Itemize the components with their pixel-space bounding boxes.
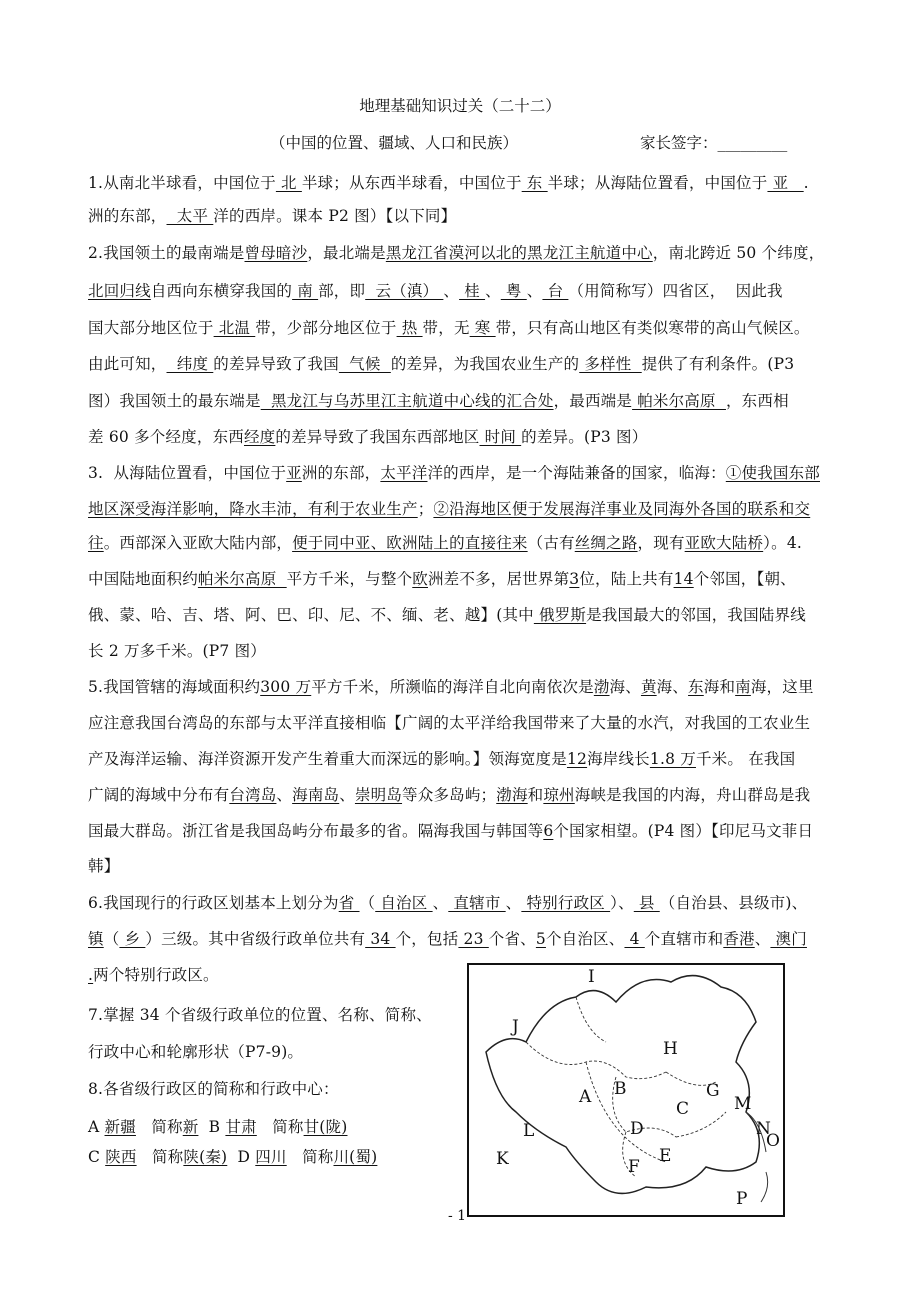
answer-blank: 太平: [166, 207, 214, 225]
text-segment: （: [359, 894, 376, 912]
text-line: [88, 854, 119, 876]
answer-blank: 帕米尔高原: [632, 392, 726, 410]
answer-blank: 丝绸之路: [574, 534, 638, 552]
text-segment: 个邻国，【朝、: [693, 570, 796, 588]
text-segment: 3. 从海陆位置看，中国位于: [88, 464, 287, 482]
text-line: [88, 567, 796, 589]
answer-blank: 台湾岛: [229, 786, 277, 804]
text-segment: 6.我国现行的行政区划基本上划分为: [88, 894, 339, 912]
page-subtitle: （中国的位置、疆域、人口和民族）: [270, 134, 519, 152]
text-line: [88, 389, 789, 411]
text-segment: 、: [339, 786, 355, 804]
answer-blank: 崇明岛: [354, 786, 403, 804]
answer-blank: 甘(陇): [303, 1118, 348, 1136]
china-province-map: [466, 962, 786, 1218]
answer-blank: 亚欧大陆桥: [684, 534, 764, 552]
text-segment: 个自治区、: [545, 930, 625, 948]
answer-blank: 23: [458, 930, 489, 948]
text-segment: 和: [527, 786, 544, 804]
map-label-f: F: [628, 1157, 640, 1177]
answer-blank: 香港: [723, 930, 755, 948]
map-label-i: I: [588, 967, 595, 987]
answer-blank: 川(蜀): [333, 1148, 378, 1166]
map-label-l: L: [523, 1121, 535, 1141]
answer-blank: 便于同中亚、欧洲陆上的直接往来: [292, 534, 528, 552]
text-segment: 海、: [656, 678, 689, 696]
text-line: [88, 241, 824, 263]
text-segment: ）三级。其中省级行政单位共有: [145, 930, 366, 948]
text-segment: 、: [485, 282, 501, 300]
text-segment: 带，少部分地区位于: [255, 319, 397, 337]
text-segment: 韩】: [88, 857, 120, 875]
text-segment: 位，陆上共有: [579, 570, 674, 588]
text-segment: 海峡是我国的内海，舟山群岛是我: [574, 786, 811, 804]
text-segment: 洲的东部，: [301, 464, 381, 482]
text-segment: 长 2 万多千米。(P7 图）: [88, 642, 266, 660]
text-line: [88, 461, 820, 483]
answer-blank: 渤: [593, 678, 610, 696]
text-segment: 半球；从海陆位置看，中国位于: [547, 174, 768, 192]
text-segment: 提供了有利条件。(P3: [641, 355, 795, 373]
answer-blank: 黑龙江省漠河以北的黑龙江主航道中心: [385, 244, 653, 262]
text-line: [88, 1145, 377, 1167]
page-number: - 1: [448, 1208, 467, 1224]
text-segment: 国最大群岛。浙江省是我国岛屿分布最多的省。隔海我国与韩国等: [88, 822, 544, 840]
signature-blank: _________: [717, 134, 788, 152]
text-segment: 、: [443, 282, 460, 300]
map-label-p: P: [736, 1189, 748, 1209]
text-segment: 应注意我国台湾岛的东部与太平洋直接相临【广阔的太平洋给我国带来了大量的水汽，对我国的工农业生: [88, 714, 811, 732]
answer-blank: 寒: [469, 319, 496, 337]
answer-blank: 5: [535, 930, 546, 948]
text-line: [88, 171, 809, 193]
answer-blank: 34: [365, 930, 396, 948]
answer-blank: 300 万: [260, 678, 312, 696]
text-line: [88, 425, 647, 447]
text-segment: 行政中心和轮廓形状（P7-9)。: [88, 1043, 304, 1061]
text-segment: 简称: [135, 1118, 183, 1136]
text-line: [88, 675, 814, 697]
map-label-c: C: [676, 1099, 690, 1119]
answer-blank: 6: [543, 822, 554, 840]
map-label-k: K: [496, 1149, 509, 1169]
answer-blank: 桂: [459, 282, 486, 300]
text-segment: 洋的西岸。课本 P2 图）【以下同】: [213, 207, 457, 225]
text-segment: 半球；从东西半球看，中国位于: [301, 174, 522, 192]
text-segment: 海，这里: [750, 678, 814, 696]
text-segment: 的差异，为我国农业生产的: [390, 355, 580, 373]
text-segment: A: [88, 1118, 105, 1136]
answer-blank: 琼州: [543, 786, 575, 804]
text-segment: 洲的东部，: [88, 207, 167, 225]
answer-blank: 新: [182, 1118, 199, 1136]
text-line: [88, 1115, 348, 1137]
text-segment: 广阔的海域中分布有: [88, 786, 230, 804]
text-segment: 个，包括: [395, 930, 459, 948]
text-line: [88, 1003, 432, 1025]
text-segment: 。西部深入亚欧大陆内部，: [103, 534, 293, 552]
text-segment: 俄、蒙、哈、吉、塔、阿、巴、印、尼、不、缅、老、越】(其中: [88, 606, 534, 624]
answer-blank: 陕西: [105, 1148, 137, 1166]
text-line: [88, 639, 266, 661]
text-segment: 2.我国领土的最南端是: [88, 244, 245, 262]
map-label-d: D: [630, 1119, 644, 1139]
text-segment: 由此可知，: [88, 355, 167, 373]
text-segment: 5.我国管辖的海域面积约: [88, 678, 261, 696]
answer-blank: 粤: [500, 282, 527, 300]
text-line: [88, 316, 810, 338]
text-line: [88, 279, 783, 301]
answer-blank: 直辖市: [448, 894, 506, 912]
text-segment: 简称: [136, 1148, 184, 1166]
answer-blank: 东: [688, 678, 704, 696]
text-segment: 个直辖市和: [644, 930, 724, 948]
text-segment: 千米。 在我国: [695, 750, 796, 768]
answer-blank: 欧: [412, 570, 428, 588]
answer-blank: 气候: [338, 355, 391, 373]
answer-blank: 亚: [286, 464, 302, 482]
answer-blank: 澳门: [770, 930, 807, 948]
answer-blank: 南: [292, 282, 319, 300]
text-segment: 个省、: [488, 930, 536, 948]
text-segment: ，现有: [637, 534, 685, 552]
answer-blank: 亚: [767, 174, 804, 192]
text-segment: 、: [432, 894, 449, 912]
answer-blank: 自治区: [375, 894, 433, 912]
text-segment: B: [198, 1118, 226, 1136]
text-line: [88, 891, 807, 913]
answer-blank: 南: [735, 678, 751, 696]
map-label-g: G: [706, 1081, 720, 1101]
text-segment: 部，即: [318, 282, 366, 300]
answer-blank: 时间: [479, 428, 522, 446]
answer-blank: 地区深受海洋影响，降水丰沛，有利于农业生产: [88, 500, 418, 518]
map-label-a: A: [579, 1087, 592, 1107]
text-segment: 8.各省级行政区的简称和行政中心：: [88, 1080, 339, 1098]
text-line: [88, 963, 219, 985]
answer-blank: 帕米尔高原: [197, 570, 287, 588]
text-segment: 是我国最大的邻国，我国陆界线: [586, 606, 806, 624]
text-segment: C: [88, 1148, 106, 1166]
text-line: [88, 204, 456, 226]
answer-blank: 海南岛: [292, 786, 340, 804]
text-line: [88, 352, 794, 374]
text-segment: 海、: [609, 678, 641, 696]
text-segment: ）、: [610, 894, 634, 912]
text-line: [88, 747, 795, 769]
text-segment: ）。4.: [763, 534, 803, 552]
answer-blank: 北: [275, 174, 302, 192]
answer-blank: 新疆: [104, 1118, 136, 1136]
answer-blank: 甘肃: [225, 1118, 257, 1136]
text-segment: 洋的西岸，是一个海陆兼备的国家，临海：: [427, 464, 726, 482]
text-segment: 海岸线长: [587, 750, 650, 768]
answer-blank: 北回归线: [88, 282, 151, 300]
answer-blank: 3: [569, 570, 580, 588]
text-segment: ，最北端是: [307, 244, 386, 262]
answer-blank: ①使我国东部: [725, 464, 820, 482]
text-segment: 等众多岛屿；: [402, 786, 497, 804]
answer-blank: 四川: [255, 1148, 287, 1166]
text-segment: 自西向东横穿我国的: [150, 282, 293, 300]
text-segment: 7.掌握 34 个省级行政单位的位置、名称、简称、: [88, 1006, 432, 1024]
text-segment: 差 60 多个经度，东西: [88, 428, 244, 446]
answer-blank: 多样性: [579, 355, 642, 373]
answer-blank: .: [88, 966, 94, 984]
answer-blank: 俄罗斯: [533, 606, 587, 624]
parent-signature: [640, 131, 787, 153]
text-segment: （: [103, 930, 120, 948]
text-segment: 、: [754, 930, 771, 948]
answer-blank: 12: [566, 750, 588, 768]
text-segment: 的差异。(P3 图）: [521, 428, 648, 446]
map-label-m: M: [734, 1094, 752, 1114]
text-segment: 的差异导致了我国: [213, 355, 339, 373]
text-segment: 带，只有高山地区有类似寒带的高山气候区。: [495, 319, 810, 337]
text-segment: .: [803, 174, 809, 192]
answer-blank: 曾母暗沙: [244, 244, 308, 262]
answer-blank: 台: [542, 282, 569, 300]
answer-blank: 黄: [640, 678, 657, 696]
text-segment: 1.从南北半球看，中国位于: [88, 174, 276, 192]
text-line: [88, 497, 810, 519]
answer-blank: 热: [396, 319, 423, 337]
text-segment: 平方千米，所濒临的海洋自北向南依次是: [311, 678, 594, 696]
text-segment: 的差异导致了我国东西部地区: [275, 428, 480, 446]
text-line: [88, 531, 802, 553]
text-segment: 简称: [286, 1148, 334, 1166]
text-segment: 国大部分地区位于: [88, 319, 214, 337]
text-segment: （用简称写）四省区， 因此我: [568, 282, 783, 300]
map-label-j: J: [512, 1017, 519, 1037]
answer-blank: 省: [338, 894, 360, 912]
text-segment: ，东西相: [725, 392, 789, 410]
text-segment: D: [227, 1148, 256, 1166]
text-segment: 带，无: [422, 319, 470, 337]
text-segment: 、: [505, 894, 522, 912]
signature-label: 家长签字：: [640, 134, 718, 152]
text-segment: （古有: [527, 534, 575, 552]
text-segment: ，南北跨近 50 个纬度，: [652, 244, 825, 262]
answer-blank: 4: [624, 930, 645, 948]
map-label-e: E: [659, 1146, 672, 1166]
text-segment: 两个特别行政区。: [93, 966, 219, 984]
answer-blank: 14: [673, 570, 694, 588]
answer-blank: 云（滇）: [365, 282, 444, 300]
text-line: [88, 927, 807, 949]
text-line: [88, 711, 810, 733]
text-segment: 、: [526, 282, 543, 300]
text-segment: 洲差不多，居世界第: [427, 570, 570, 588]
page-title: 地理基础知识过关（二十二）: [359, 97, 561, 115]
text-segment: 平方千米，与整个: [286, 570, 413, 588]
answer-blank: ②沿海地区便于发展海洋事业及同海外各国的联系和交: [433, 500, 811, 518]
answer-blank: 黑龙江与乌苏里江主航道中心线的汇合处: [260, 392, 554, 410]
text-line: [88, 603, 806, 625]
answer-blank: 1.8 万: [649, 750, 696, 768]
answer-blank: 陕(秦): [183, 1148, 228, 1166]
text-line: [88, 819, 813, 841]
text-segment: 产及海洋运输、海洋资源开发产生着重大而深远的影响。】领海宽度是: [88, 750, 567, 768]
map-label-h: H: [663, 1039, 678, 1059]
answer-blank: 东: [521, 174, 548, 192]
answer-blank: 纬度: [166, 355, 214, 373]
text-segment: ；: [417, 500, 434, 518]
answer-blank: 太平洋: [380, 464, 428, 482]
answer-blank: 往: [88, 534, 104, 552]
text-segment: 个国家相望。(P4 图）【印尼马文菲日: [553, 822, 814, 840]
text-line: [88, 783, 810, 805]
text-segment: （自治县、县级市)、: [659, 894, 808, 912]
text-line: [88, 1077, 339, 1099]
text-segment: 、: [276, 786, 293, 804]
text-segment: 图）我国领土的最东端是: [88, 392, 261, 410]
text-line: [88, 1040, 303, 1062]
answer-blank: 乡: [119, 930, 146, 948]
answer-blank: 镇: [88, 930, 104, 948]
text-segment: 中国陆地面积约: [88, 570, 198, 588]
text-segment: 简称: [256, 1118, 304, 1136]
answer-blank: 北温: [213, 319, 256, 337]
answer-blank: 县: [633, 894, 660, 912]
map-label-n: N: [756, 1119, 771, 1139]
map-label-b: B: [614, 1079, 627, 1099]
text-segment: 海和: [703, 678, 736, 696]
answer-blank: 渤海: [496, 786, 528, 804]
text-segment: ，最西端是: [553, 392, 633, 410]
answer-blank: 特别行政区: [521, 894, 611, 912]
answer-blank: 经度: [243, 428, 276, 446]
map-label-o: O: [766, 1131, 780, 1151]
